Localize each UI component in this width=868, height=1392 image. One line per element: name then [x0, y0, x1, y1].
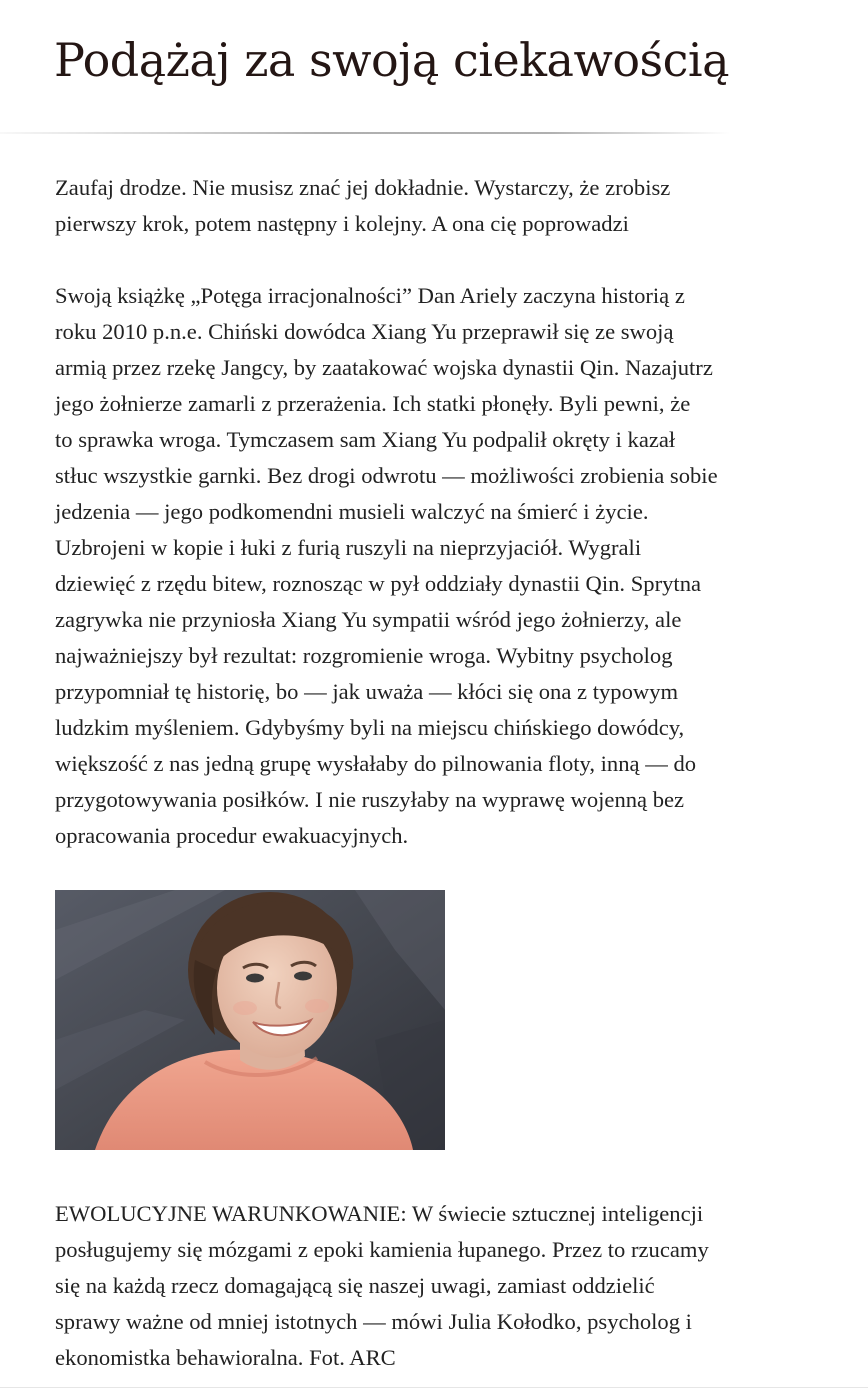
body-line: Uzbrojeni w kopie i łuki z furią ruszyli na nieprzyjaciół. Wygrali — [55, 535, 642, 560]
body-line: dziewięć z rzędu bitew, roznosząc w pył oddziały dynastii Qin. Sprytna — [55, 571, 702, 596]
body-line: ludzkim myśleniem. Gdybyśmy byli na miejscu chińskiego dowódcy, — [55, 715, 685, 740]
body-line: przypomniał tę historię, bo — jak uważa — kłóci się ona z typowym — [55, 679, 679, 704]
body-line: Swoją książkę „Potęga irracjonalności” Dan Ariely zaczyna historią z — [55, 283, 685, 308]
body-line: zagrywka nie przyniosła Xiang Yu sympatii wśród jego żołnierzy, ale — [55, 607, 682, 632]
lead-line: Zaufaj drodze. Nie musisz znać jej dokładnie. Wystarczy, że zrobisz — [55, 175, 671, 200]
body-paragraph — [55, 278, 845, 854]
body-line: roku 2010 p.n.e. Chiński dowódca Xiang Yu przeprawił się ze swoją — [55, 319, 674, 344]
body-line: stłuc wszystkie garnki. Bez drogi odwrotu — możliwości zrobienia sobie — [55, 463, 718, 488]
caption-line: posługujemy się mózgami z epoki kamienia łupanego. Przez to rzucamy — [55, 1237, 709, 1262]
article-title: Podążaj za swoją ciekawością — [54, 33, 730, 87]
article-photo — [55, 890, 445, 1150]
body-line: to sprawka wroga. Tymczasem sam Xiang Yu podpalił okręty i kazał — [55, 427, 676, 452]
caption-line: się na każdą rzecz domagającą się naszej uwagi, zamiast oddzielić — [55, 1273, 655, 1298]
body-line: większość z nas jedną grupę wysłałaby do pilnowania floty, inną — do — [55, 751, 697, 776]
body-line: przygotowywania posiłków. I nie ruszyłaby na wyprawę wojenną bez — [55, 787, 685, 812]
body-line: armią przez rzekę Jangcy, by zaatakować wojska dynastii Qin. Nazajutrz — [55, 355, 713, 380]
caption-line: ekonomistka behawioralna. Fot. ARC — [55, 1345, 396, 1370]
body-line: jego żołnierze zamarli z przerażenia. Ich statki płonęły. Byli pewni, że — [55, 391, 691, 416]
body-line: opracowania procedur ewakuacyjnych. — [55, 823, 409, 848]
bottom-divider — [0, 1387, 868, 1388]
caption-line: sprawy ważne od mniej istotnych — mówi Julia Kołodko, psycholog i — [55, 1309, 692, 1334]
photo-caption — [55, 1196, 845, 1376]
body-line: najważniejszy był rezultat: rozgromienie wroga. Wybitny psycholog — [55, 643, 673, 668]
title-divider — [0, 132, 730, 134]
lead-paragraph — [55, 170, 845, 242]
caption-line: EWOLUCYJNE WARUNKOWANIE: W świecie sztucznej inteligencji — [55, 1201, 704, 1226]
body-line: jedzenia — jego podkomendni musieli walczyć na śmierć i życie. — [55, 499, 649, 524]
lead-line: pierwszy krok, potem następny i kolejny. A ona cię poprowadzi — [55, 211, 629, 236]
portrait-illustration — [55, 890, 445, 1150]
